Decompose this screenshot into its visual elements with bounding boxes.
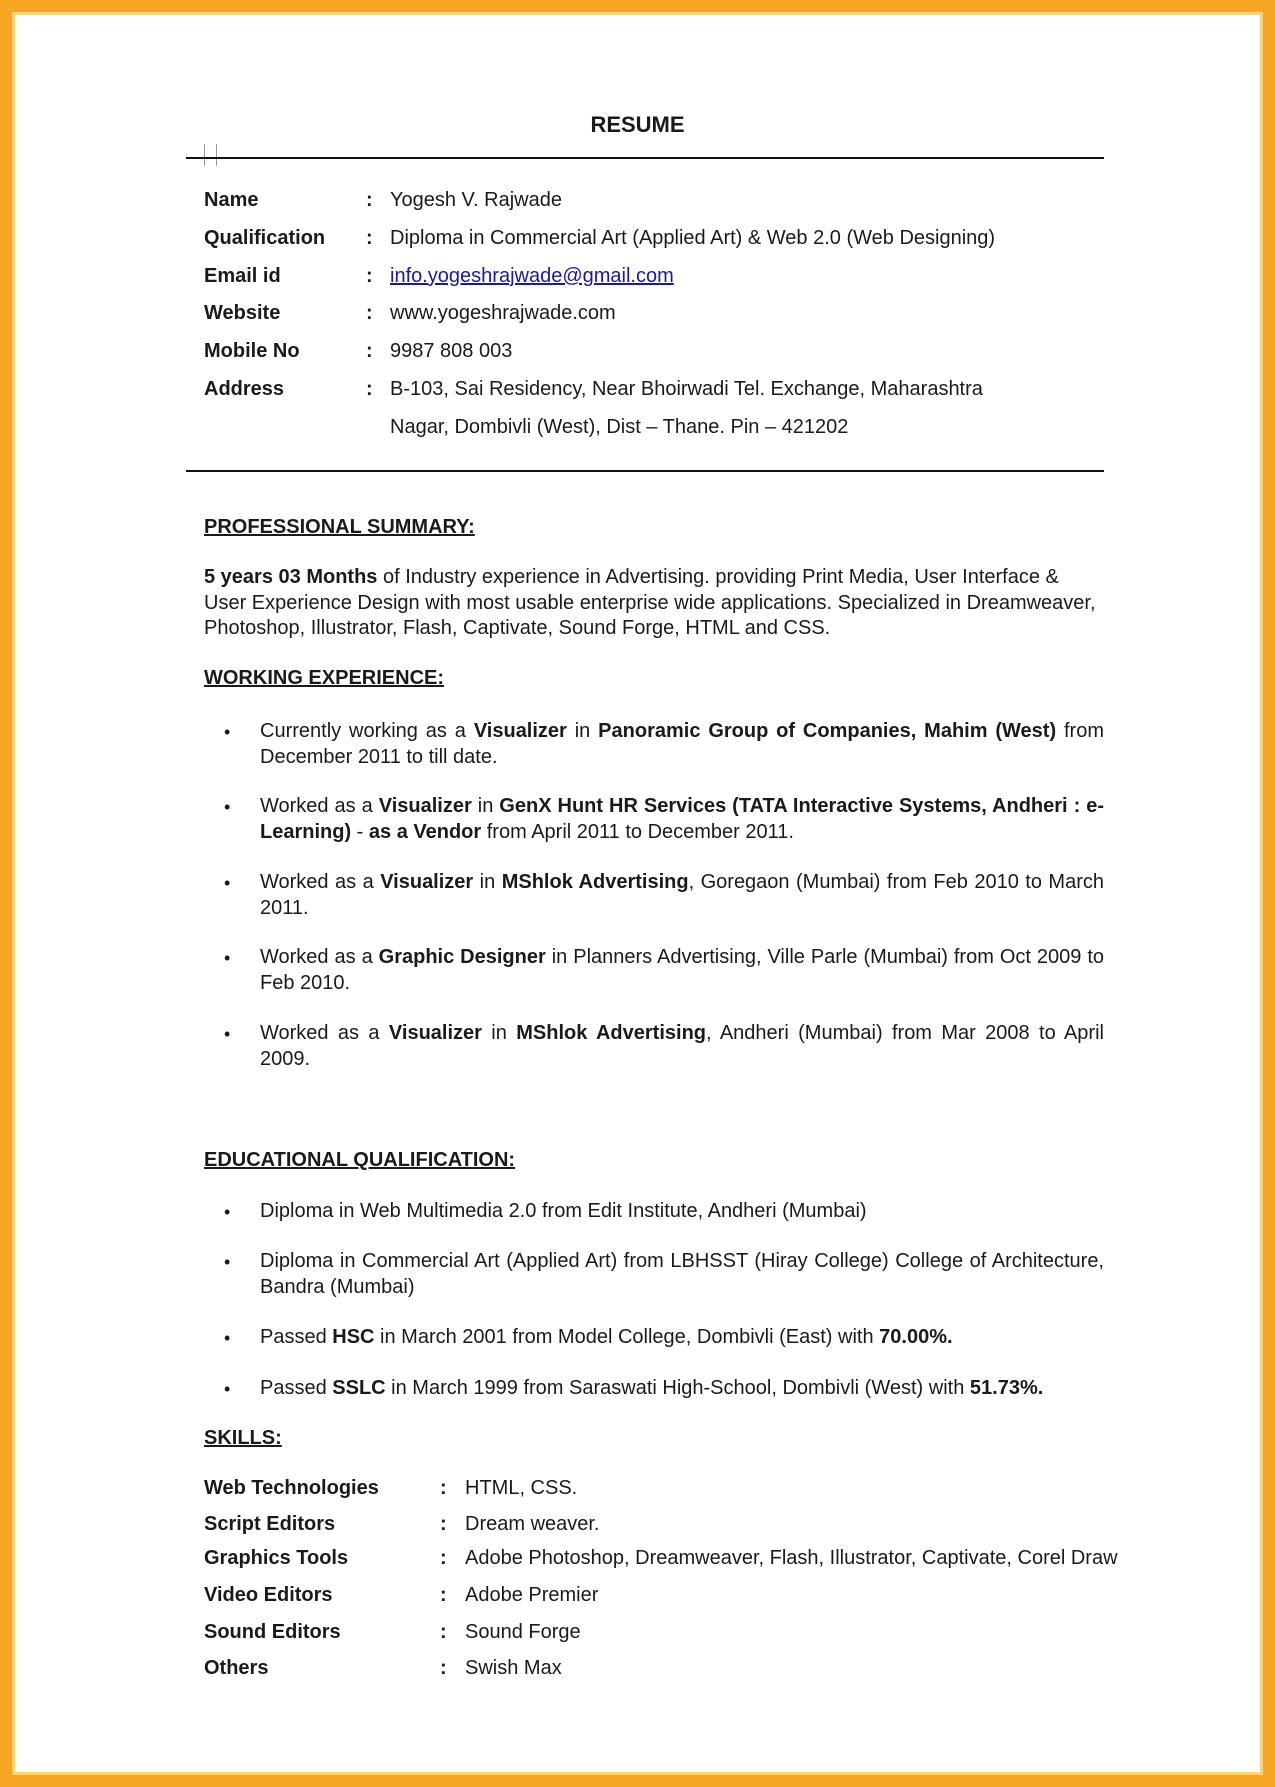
skill-value: HTML, CSS.	[465, 1477, 578, 1499]
colon: :	[440, 1547, 447, 1569]
bullet: •	[224, 948, 231, 968]
address-label: Address	[204, 378, 285, 400]
bullet: •	[224, 722, 231, 742]
experience-item: Worked as a Graphic Designer in Planners Advertising, Ville Parle (Mumbai) from Oct 2009 to Feb 2010.	[260, 946, 1104, 994]
skill-value: Dream weaver.	[465, 1513, 600, 1535]
ruler-tick	[204, 144, 205, 166]
bullet: •	[224, 1328, 231, 1348]
education-item: Passed SSLC in March 1999 from Saraswati High-School, Dombivli (West) with 51.73%.	[260, 1377, 1044, 1399]
skill-label: Graphics Tools	[204, 1547, 349, 1569]
colon: :	[366, 302, 373, 324]
summary-lead: 5 years 03 Months	[204, 566, 378, 588]
skill-label: Video Editors	[204, 1584, 333, 1606]
skill-value: Adobe Premier	[465, 1584, 599, 1606]
skill-row	[204, 1476, 1144, 1500]
qualification-label: Qualification	[204, 227, 326, 249]
email-link[interactable]: info.yogeshrajwade@gmail.com	[390, 265, 674, 287]
skill-row	[204, 1656, 1144, 1680]
skill-row	[204, 1512, 1144, 1536]
bullet: •	[224, 1379, 231, 1399]
education-item: Diploma in Commercial Art (Applied Art) from LBHSST (Hiray College) College of Architecture, Bandra (Mumbai)	[260, 1250, 1104, 1298]
colon: :	[366, 378, 373, 400]
skills-heading: SKILLS:	[204, 1427, 282, 1449]
mobile-label: Mobile No	[204, 340, 300, 362]
education-heading: EDUCATIONAL QUALIFICATION:	[204, 1149, 516, 1171]
skill-label: Script Editors	[204, 1513, 336, 1535]
address-line-2: Nagar, Dombivli (West), Dist – Thane. Pin – 421202	[390, 416, 849, 438]
bullet: •	[224, 1202, 231, 1222]
qualification-row	[204, 226, 1104, 250]
colon: :	[440, 1584, 447, 1606]
colon: :	[440, 1513, 447, 1535]
name-row	[204, 188, 1104, 212]
colon: :	[440, 1657, 447, 1679]
mobile-value: 9987 808 003	[390, 340, 513, 362]
bullet: •	[224, 797, 231, 817]
page-title: RESUME	[590, 112, 685, 137]
ruler-tick	[216, 144, 217, 166]
colon: :	[366, 189, 373, 211]
education-item: Diploma in Web Multimedia 2.0 from Edit Institute, Andheri (Mumbai)	[260, 1200, 867, 1222]
experience-item: Worked as a Visualizer in MShlok Advertising, Goregaon (Mumbai) from Feb 2010 to March 2011.	[260, 871, 1104, 919]
bullet: •	[224, 873, 231, 893]
address-row	[204, 377, 1104, 439]
name-value: Yogesh V. Rajwade	[390, 189, 562, 211]
skill-value: Adobe Photoshop, Dreamweaver, Flash, Illustrator, Captivate, Corel Draw	[465, 1547, 1118, 1569]
colon: :	[440, 1621, 447, 1643]
education-item: Passed HSC in March 2001 from Model College, Dombivli (East) with 70.00%.	[260, 1326, 953, 1348]
skill-label: Sound Editors	[204, 1621, 341, 1643]
bullet: •	[224, 1024, 231, 1044]
website-row	[204, 301, 1104, 325]
email-row	[204, 264, 1104, 288]
experience-item: Worked as a Visualizer in GenX Hunt HR Services (TATA Interactive Systems, Andheri : e-Learning) - as a Vendor from April 2011 to December 2011.	[260, 795, 1104, 843]
bullet: •	[224, 1252, 231, 1272]
colon: :	[366, 265, 373, 287]
skill-value: Swish Max	[465, 1657, 562, 1679]
skill-label: Web Technologies	[204, 1477, 379, 1499]
website-label: Website	[204, 302, 281, 324]
summary-paragraph	[204, 565, 1104, 642]
colon: :	[440, 1477, 447, 1499]
section-divider	[186, 470, 1104, 472]
summary-text: of Industry experience in Advertising. providing Print Media, User Interface & User Experience Design with most usable enterprise wide applications. Specialized in Dreamweaver, Photoshop, Illustrator, Flash, Captivate, Sound Forge, HTML and CSS.	[204, 566, 1096, 639]
name-label: Name	[204, 189, 259, 211]
colon: :	[366, 340, 373, 362]
header-divider	[186, 157, 1104, 159]
skill-row	[204, 1546, 1144, 1570]
mobile-row	[204, 339, 1104, 363]
skill-row	[204, 1583, 1144, 1607]
summary-heading: PROFESSIONAL SUMMARY:	[204, 516, 475, 538]
experience-item: Worked as a Visualizer in MShlok Advertising, Andheri (Mumbai) from Mar 2008 to April 2009.	[260, 1022, 1104, 1070]
qualification-value: Diploma in Commercial Art (Applied Art) & Web 2.0 (Web Designing)	[390, 227, 996, 249]
experience-item: Currently working as a Visualizer in Panoramic Group of Companies, Mahim (West) from December 2011 to till date.	[260, 720, 1105, 768]
skill-label: Others	[204, 1657, 269, 1679]
website-value: www.yogeshrajwade.com	[390, 302, 616, 324]
experience-heading: WORKING EXPERIENCE:	[204, 667, 445, 689]
email-label: Email id	[204, 265, 281, 287]
address-line-1: B-103, Sai Residency, Near Bhoirwadi Tel. Exchange, Maharashtra	[390, 378, 983, 400]
skill-row	[204, 1620, 1144, 1644]
skill-value: Sound Forge	[465, 1621, 581, 1643]
colon: :	[366, 227, 373, 249]
